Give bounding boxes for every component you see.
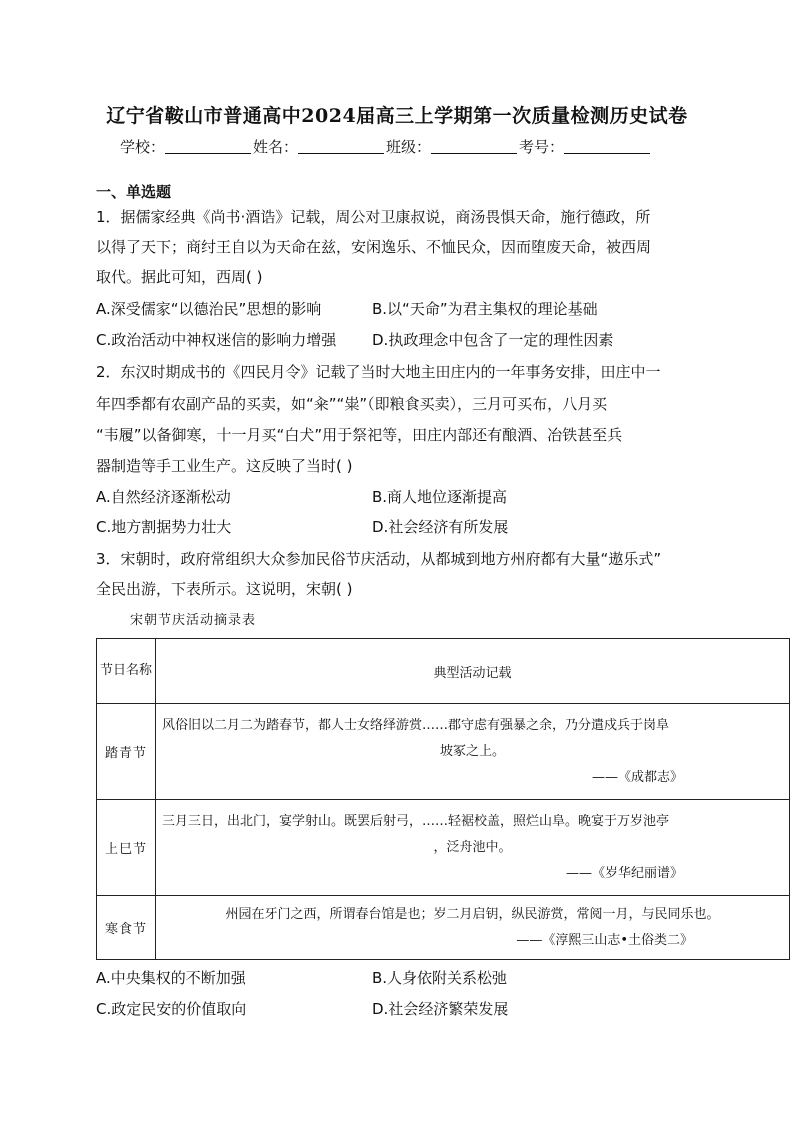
q3-option-d[interactable]: D.社会经济繁荣发展	[372, 1000, 509, 1018]
record-text: 州园在牙门之西，所谓春台馆是也；岁二月启钥，纵民游赏，常阅一月，与民同乐也。	[225, 906, 720, 922]
q2-line-4: 器制造等手工业生产。这反映了当时( )	[96, 457, 353, 475]
class-label: 班级：	[386, 138, 432, 156]
festival-table	[96, 638, 790, 960]
school-blank[interactable]	[165, 139, 251, 154]
activity-record-cell	[156, 704, 790, 800]
q3-line-1: 3．宋朝时，政府常组织大众参加民俗节庆活动，从都城到地方州府都有大量“遨乐式”	[96, 550, 662, 568]
q3-option-c[interactable]: C.政定民安的价值取向	[96, 1000, 247, 1018]
q1-line-1: 1．据儒家经典《尚书·酒诰》记载，周公对卫康叔说，商汤畏惧天命，施行德政，所	[96, 208, 651, 226]
record-source: ——《成都志》	[591, 769, 683, 785]
table-row	[97, 896, 790, 960]
class-blank[interactable]	[431, 139, 517, 154]
exam-no-blank[interactable]	[564, 139, 650, 154]
table-caption: 宋朝节庆活动摘录表	[130, 613, 257, 628]
q2-option-b[interactable]: B.商人地位逐渐提高	[372, 488, 508, 506]
q2-option-a[interactable]: A.自然经济逐渐松动	[96, 488, 231, 506]
record-text: 风俗旧以二月二为踏春节，都人士女络绎游赏……郡守虑有强暴之余，乃分遣戍兵于岗阜	[162, 717, 670, 733]
q1-line-3: 取代。据此可知，西周( )	[96, 268, 263, 286]
q2-line-3: “韦履”以备御寒，十一月买“白犬”用于祭祀等，田庄内部还有酿酒、冶铁甚至兵	[96, 426, 623, 444]
exam-no-label: 考号：	[519, 138, 565, 156]
q2-line-1: 2．东汉时期成书的《四民月令》记载了当时大地主田庄内的一年事务安排，田庄中一	[96, 363, 661, 381]
header-festival-name: 节日名称	[97, 639, 156, 704]
q2-line-2: 年四季都有农副产品的买卖，如“籴”“粜”（即粮食买卖），三月可买布，八月买	[96, 395, 608, 413]
q3-line-2: 全民出游，下表所示。这说明，宋朝( )	[96, 580, 353, 598]
activity-record-cell	[156, 800, 790, 896]
q1-line-2: 以得了天下；商纣王自以为天命在兹，安闲逸乐、不恤民众，因而堕废天命，被西周	[96, 238, 652, 256]
record-text-continued: 坡冢之上。	[439, 743, 505, 759]
record-source: ——《淳熙三山志•土俗类二》	[516, 932, 693, 948]
table-row	[97, 704, 790, 800]
q1-option-b[interactable]: B.以“天命”为君主集权的理论基础	[372, 300, 598, 318]
q2-option-c[interactable]: C.地方割据势力壮大	[96, 518, 232, 536]
school-label: 学校：	[120, 138, 166, 156]
name-label: 姓名：	[253, 138, 299, 156]
student-info-row	[120, 136, 680, 157]
name-blank[interactable]	[298, 139, 384, 154]
record-text: 三月三日，出北门，宴学射山。既罢后射弓，……轻裾校盖，照烂山阜。晚宴于万岁池亭	[162, 813, 670, 829]
record-text-continued: ，泛舟池中。	[433, 839, 512, 855]
record-source: ——《岁华纪丽谱》	[565, 865, 683, 881]
q3-option-a[interactable]: A.中央集权的不断加强	[96, 969, 246, 987]
table-header-row	[97, 639, 790, 704]
festival-name-cell: 寒食节	[97, 896, 156, 960]
header-activity-record: 典型活动记载	[156, 639, 790, 704]
festival-name-cell: 踏青节	[97, 704, 156, 800]
activity-record-cell	[156, 896, 790, 960]
exam-title: 辽宁省鞍山市普通高中2024届高三上学期第一次质量检测历史试卷	[106, 105, 688, 127]
section-heading: 一、单选题	[96, 183, 172, 201]
q1-option-a[interactable]: A.深受儒家“以德治民”思想的影响	[96, 300, 322, 318]
table-row	[97, 800, 790, 896]
q2-option-d[interactable]: D.社会经济有所发展	[372, 518, 509, 536]
q1-option-d[interactable]: D.执政理念中包含了一定的理性因素	[372, 331, 614, 349]
q3-option-b[interactable]: B.人身依附关系松弛	[372, 969, 508, 987]
festival-name-cell: 上巳节	[97, 800, 156, 896]
q1-option-c[interactable]: C.政治活动中神权迷信的影响力增强	[96, 331, 337, 349]
